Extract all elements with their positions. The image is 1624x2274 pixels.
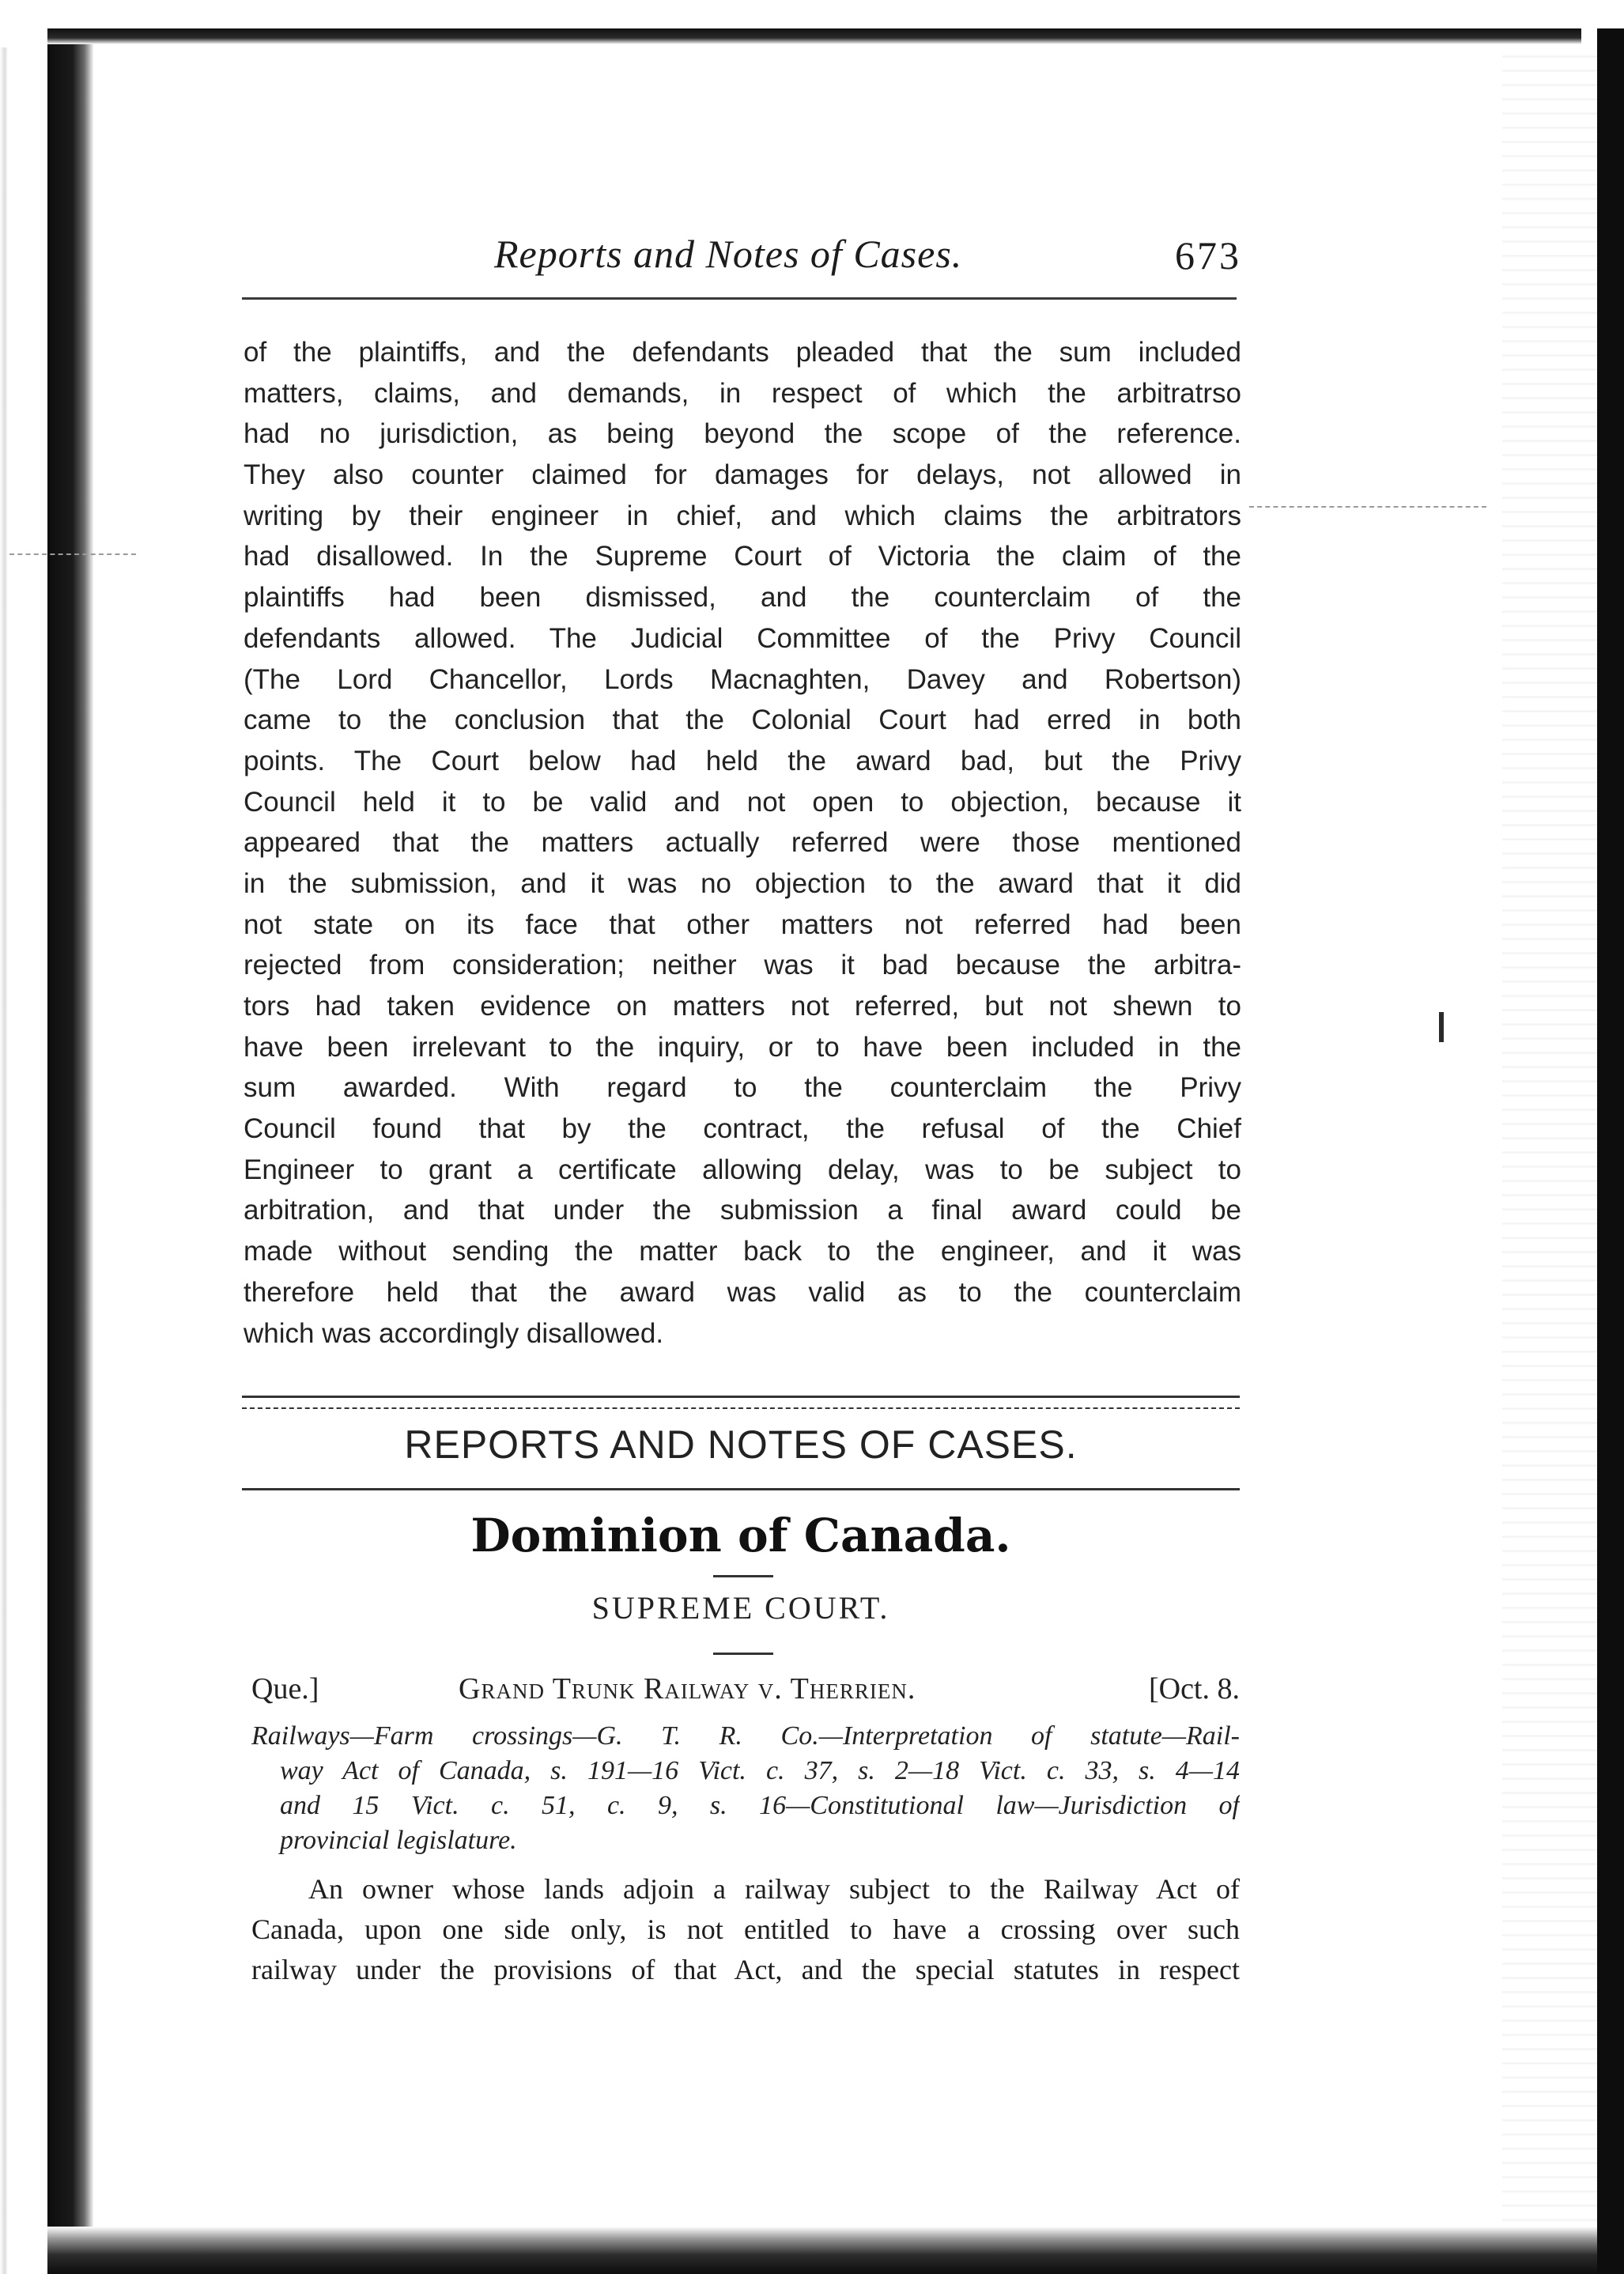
text-line: had no jurisdiction, as being beyond the scope of the reference. [244, 418, 1241, 450]
case-title-line [251, 1672, 1240, 1714]
section-separator-dashed [242, 1407, 1240, 1409]
scan-left-edge [47, 32, 93, 2274]
court-heading: SUPREME COURT. [591, 1590, 890, 1626]
text-line: points. The Court below had held the award bad, but the Privy [244, 745, 1241, 776]
text-line: appeared that the matters actually referred were those mentioned [244, 827, 1241, 859]
headnote-line: Railways—Farm crossings—G. T. R. Co.—Interpretation of statute—Rail- [251, 1721, 1240, 1751]
section-separator-rule [242, 1396, 1240, 1398]
text-line: defendants allowed. The Judicial Committee of the Privy Council [244, 622, 1241, 654]
short-rule [713, 1575, 773, 1577]
header-rule [242, 297, 1237, 300]
text-line: Council held it to be valid and not open to objection, because it [244, 786, 1241, 818]
text-line: in the submission, and it was no objection to the award that it did [244, 867, 1241, 899]
margin-dash-mark [9, 553, 136, 555]
case-province: Que.] [251, 1672, 319, 1706]
short-rule [713, 1653, 773, 1655]
case-date: [Oct. 8. [1148, 1672, 1240, 1706]
text-line: arbitration, and that under the submission a final award could be [244, 1195, 1241, 1226]
section-title-rule [242, 1488, 1240, 1490]
dominion-heading: Dominion of Canada. [470, 1509, 1011, 1562]
text-line: of the plaintiffs, and the defendants pleaded that the sum included [244, 337, 1241, 368]
text-line: came to the conclusion that the Colonial Court had erred in both [244, 704, 1241, 736]
scan-right-edge [1597, 28, 1624, 2274]
text-line: Canada, upon one side only, is not entitled to have a crossing over such [251, 1913, 1240, 1945]
text-line: An owner whose lands adjoin a railway subject to the Railway Act of [308, 1873, 1240, 1905]
case-name: Grand Trunk Railway v. Therrien. [459, 1672, 916, 1706]
headnote-line: and 15 Vict. c. 51, c. 9, s. 16—Constitutional law—Jurisdiction of [280, 1791, 1240, 1820]
text-line: rejected from consideration; neither was it bad because the arbitra- [244, 950, 1241, 981]
text-line: therefore held that the award was valid as to the counterclaim [244, 1276, 1241, 1308]
text-line: sum awarded. With regard to the counterclaim the Privy [244, 1072, 1241, 1104]
headnote-line: provincial legislature. [280, 1826, 517, 1855]
text-line: Engineer to grant a certificate allowing delay, was to be subject to [244, 1154, 1241, 1185]
scan-bottom-edge [47, 2227, 1597, 2274]
text-line: Council found that by the contract, the refusal of the Chief [244, 1113, 1241, 1145]
headnote-line: way Act of Canada, s. 191—16 Vict. c. 37, s. 2—18 Vict. c. 33, s. 4—14 [280, 1756, 1240, 1785]
body-paragraph-1 [244, 332, 1241, 1354]
text-line: railway under the provisions of that Act, and the special statutes in respect [251, 1954, 1240, 1985]
running-header [237, 231, 1249, 289]
text-line: matters, claims, and demands, in respect of which the arbitratrso [244, 377, 1241, 409]
text-line: (The Lord Chancellor, Lords Macnaghten, Davey and Robertson) [244, 663, 1241, 695]
body-paragraph-2 [251, 1869, 1240, 1990]
text-line: writing by their engineer in chief, and which claims the arbitrators [244, 500, 1241, 531]
running-header-title: Reports and Notes of Cases. [494, 232, 963, 276]
case-headnote [251, 1719, 1240, 1858]
margin-dash-mark-right [1249, 506, 1486, 508]
text-line: had disallowed. In the Supreme Court of Victoria the claim of the [244, 541, 1241, 572]
text-line: made without sending the matter back to the engineer, and it was [244, 1236, 1241, 1267]
scan-right-noise [1502, 44, 1597, 2258]
text-line: tors had taken evidence on matters not referred, but not shewn to [244, 991, 1241, 1022]
section-title: REPORTS AND NOTES OF CASES. [404, 1422, 1078, 1467]
text-line: not state on its face that other matters not referred had been [244, 908, 1241, 940]
text-line: which was accordingly disallowed. [244, 1317, 664, 1349]
stray-ink-mark [1439, 1012, 1444, 1042]
page-number: 673 [1175, 233, 1241, 278]
scan-left-margin-shadow [0, 47, 8, 2274]
text-line: plaintiffs had been dismissed, and the counterclaim of the [244, 582, 1241, 614]
text-line: have been irrelevant to the inquiry, or to have been included in the [244, 1031, 1241, 1063]
scan-top-edge [47, 28, 1581, 44]
text-line: They also counter claimed for damages for delays, not allowed in [244, 459, 1241, 491]
